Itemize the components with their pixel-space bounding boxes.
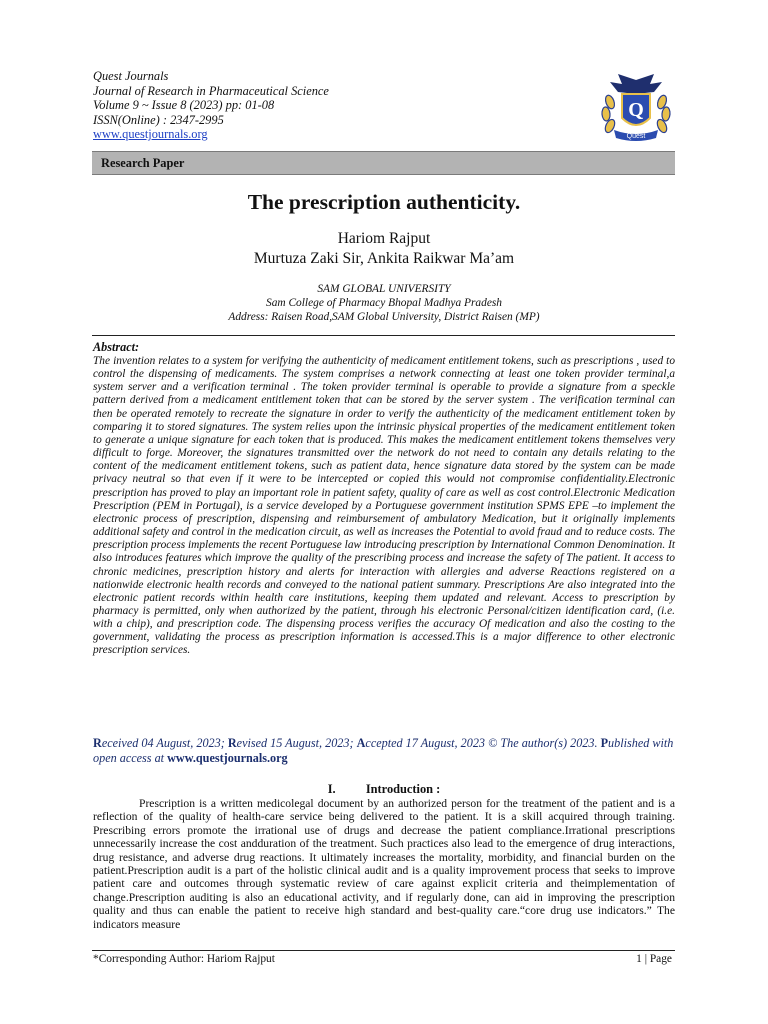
accepted-date: ccepted 17 August, 2023 © The author(s) 2023. — [365, 736, 601, 750]
affiliation-address: Address: Raisen Road,SAM Global University, District Raisen (MP) — [228, 311, 540, 324]
published-text: ublished with open access at — [93, 736, 674, 765]
logo-text: Quest — [626, 133, 646, 140]
author-coauthors: Murtuza Zaki Sir, Ankita Raikwar Ma’am — [253, 250, 515, 267]
abstract-text: The invention relates to a system for verifying the authenticity of medicament entitlement tokens, such as prescriptions , used to control the dispensing of medicaments. The system comprises a network connecting at least one token provider terminal,a system server and a verification terminal . The token provider terminal is operable to provide a signature from a speckle pattern derived from a medicament entitlement token that can be stored by the server system . The verification terminal can then be operated remotely to recreate the signature in order to verify the authenticity of the medicament entitlement token by comparing it to stored signatures. The system relies upon the intrinsic physical properties of the medicament entitlement token to generate a unique signature for each token that is produced. This makes the medicament entitlement tokens themselves very difficult to forge. Moreover, the signatures transmitted over the network do not need to contain any details relating to the content of the medicament entitlement tokens, such as patient data, hence signature data stored by the system can be made privacy neutral so that even if it were to be intercepted or copied this would not compromise confidentiality.Electronic prescription has proved to play an important role in patient safety, quality of care as well as cost control.Electronic Medication Prescription (PEM in Portugal), is a service developed by a Portuguese government institution SPMS EPE –to implement the electronic process of prescription, dispensing and reimbursement of ambulatory Medication, but it originally implements additional safety and control in the medication circuit, as well as increases the Potential to avoid fraud and to reduce costs. The prescription process implements the recent Portuguese law introducing prescription by International Common Denomination. It also introduces features which improve the quality of the prescribing process and increase the safety of The patient. It access to chronic medicines, prescription history and alerts for interaction with allergies and adverse Reactions registered on a nationwide electronic health records and conveyed to the national patient summary. Prescriptions Are also integrated into the electronic patient records within health care institutions, keeping them updated and relevant. Access to prescription by pharmacy is permitted, only when authorized by the patient, through his electronic Personal/citizen identification card, (i.e. with a chip), and prescription code. The dispensing process verifies the accuracy Of medication and also the costing to the government, validating the process as prescription information is accessed.This is a major difference to other electronic prescription services. — [93, 355, 675, 657]
journal-subtitle: Journal of Research in Pharmaceutical Science — [93, 83, 329, 98]
revised-date: evised 15 August, 2023; — [236, 736, 357, 750]
paper-type-bar — [92, 151, 675, 175]
section-number: I. — [327, 782, 336, 796]
section-heading-introduction — [0, 782, 768, 797]
logo-letter: Q — [628, 99, 644, 121]
revised-initial-r: R — [227, 736, 237, 750]
affiliation-university: SAM GLOBAL UNIVERSITY — [317, 283, 451, 295]
abstract-heading: Abstract: — [93, 340, 140, 354]
accepted-initial-a: A — [356, 736, 366, 750]
divider — [92, 335, 675, 336]
paper-title: The prescription authenticity. — [247, 190, 521, 214]
footer-divider — [92, 950, 675, 951]
author-primary: Hariom Rajput — [337, 230, 431, 247]
journal-name: Quest Journals — [93, 69, 169, 83]
corresponding-author: *Corresponding Author: Hariom Rajput — [93, 953, 275, 965]
journal-volume: Volume 9 ~ Issue 8 (2023) pp: 01-08 — [93, 98, 275, 113]
received-initial-r: R — [93, 736, 102, 750]
affiliation-college: Sam College of Pharmacy Bhopal Madhya Pradesh — [266, 297, 502, 310]
section-title: Introduction : — [365, 782, 441, 796]
quest-logo-icon — [596, 72, 676, 142]
authors — [0, 229, 768, 269]
journal-website-link[interactable]: www.questjournals.org — [93, 127, 208, 142]
introduction-text: Prescription is a written medicolegal document by an authorized person for the treatment of the patient and is a reflection of the quality of health-care service being delivered to the patient. It is a skill acquired through training. Prescribing errors promote the irrational use of drugs and decrease the patient compliance.Irrational prescriptions unnecessarily increase the cost andduration of the treatment. Such practices also lead to the emergence of drug interactions, drug resistance, and adverse drug reactions. It ultimately increases the mortality, morbidity, and financial burden on the patient.Prescription audit is a part of the holistic clinical audit and is a quality improvement process that seeks to improve patient care and outcomes through systematic review of care against explicit criteria and theimplementation of change.Prescription auditing is also an educational activity, and if regularly done, can aid in improving the prescription quality and thus can enable the patient to receive high standard and best-quality care.“core drug use indicators.” The indicators measure — [93, 797, 675, 931]
page-number: 1 | Page — [636, 953, 672, 965]
received-dates — [93, 736, 675, 765]
published-site: www.questjournals.org — [167, 750, 288, 765]
journal-issn: ISSN(Online) : 2347-2995 — [93, 112, 224, 127]
paper-type-label: Research Paper — [101, 156, 185, 170]
published-initial-p: P — [600, 736, 609, 750]
received-date: eceived 04 August, 2023; — [101, 736, 228, 750]
affiliation — [0, 282, 768, 325]
journal-header — [93, 69, 329, 142]
